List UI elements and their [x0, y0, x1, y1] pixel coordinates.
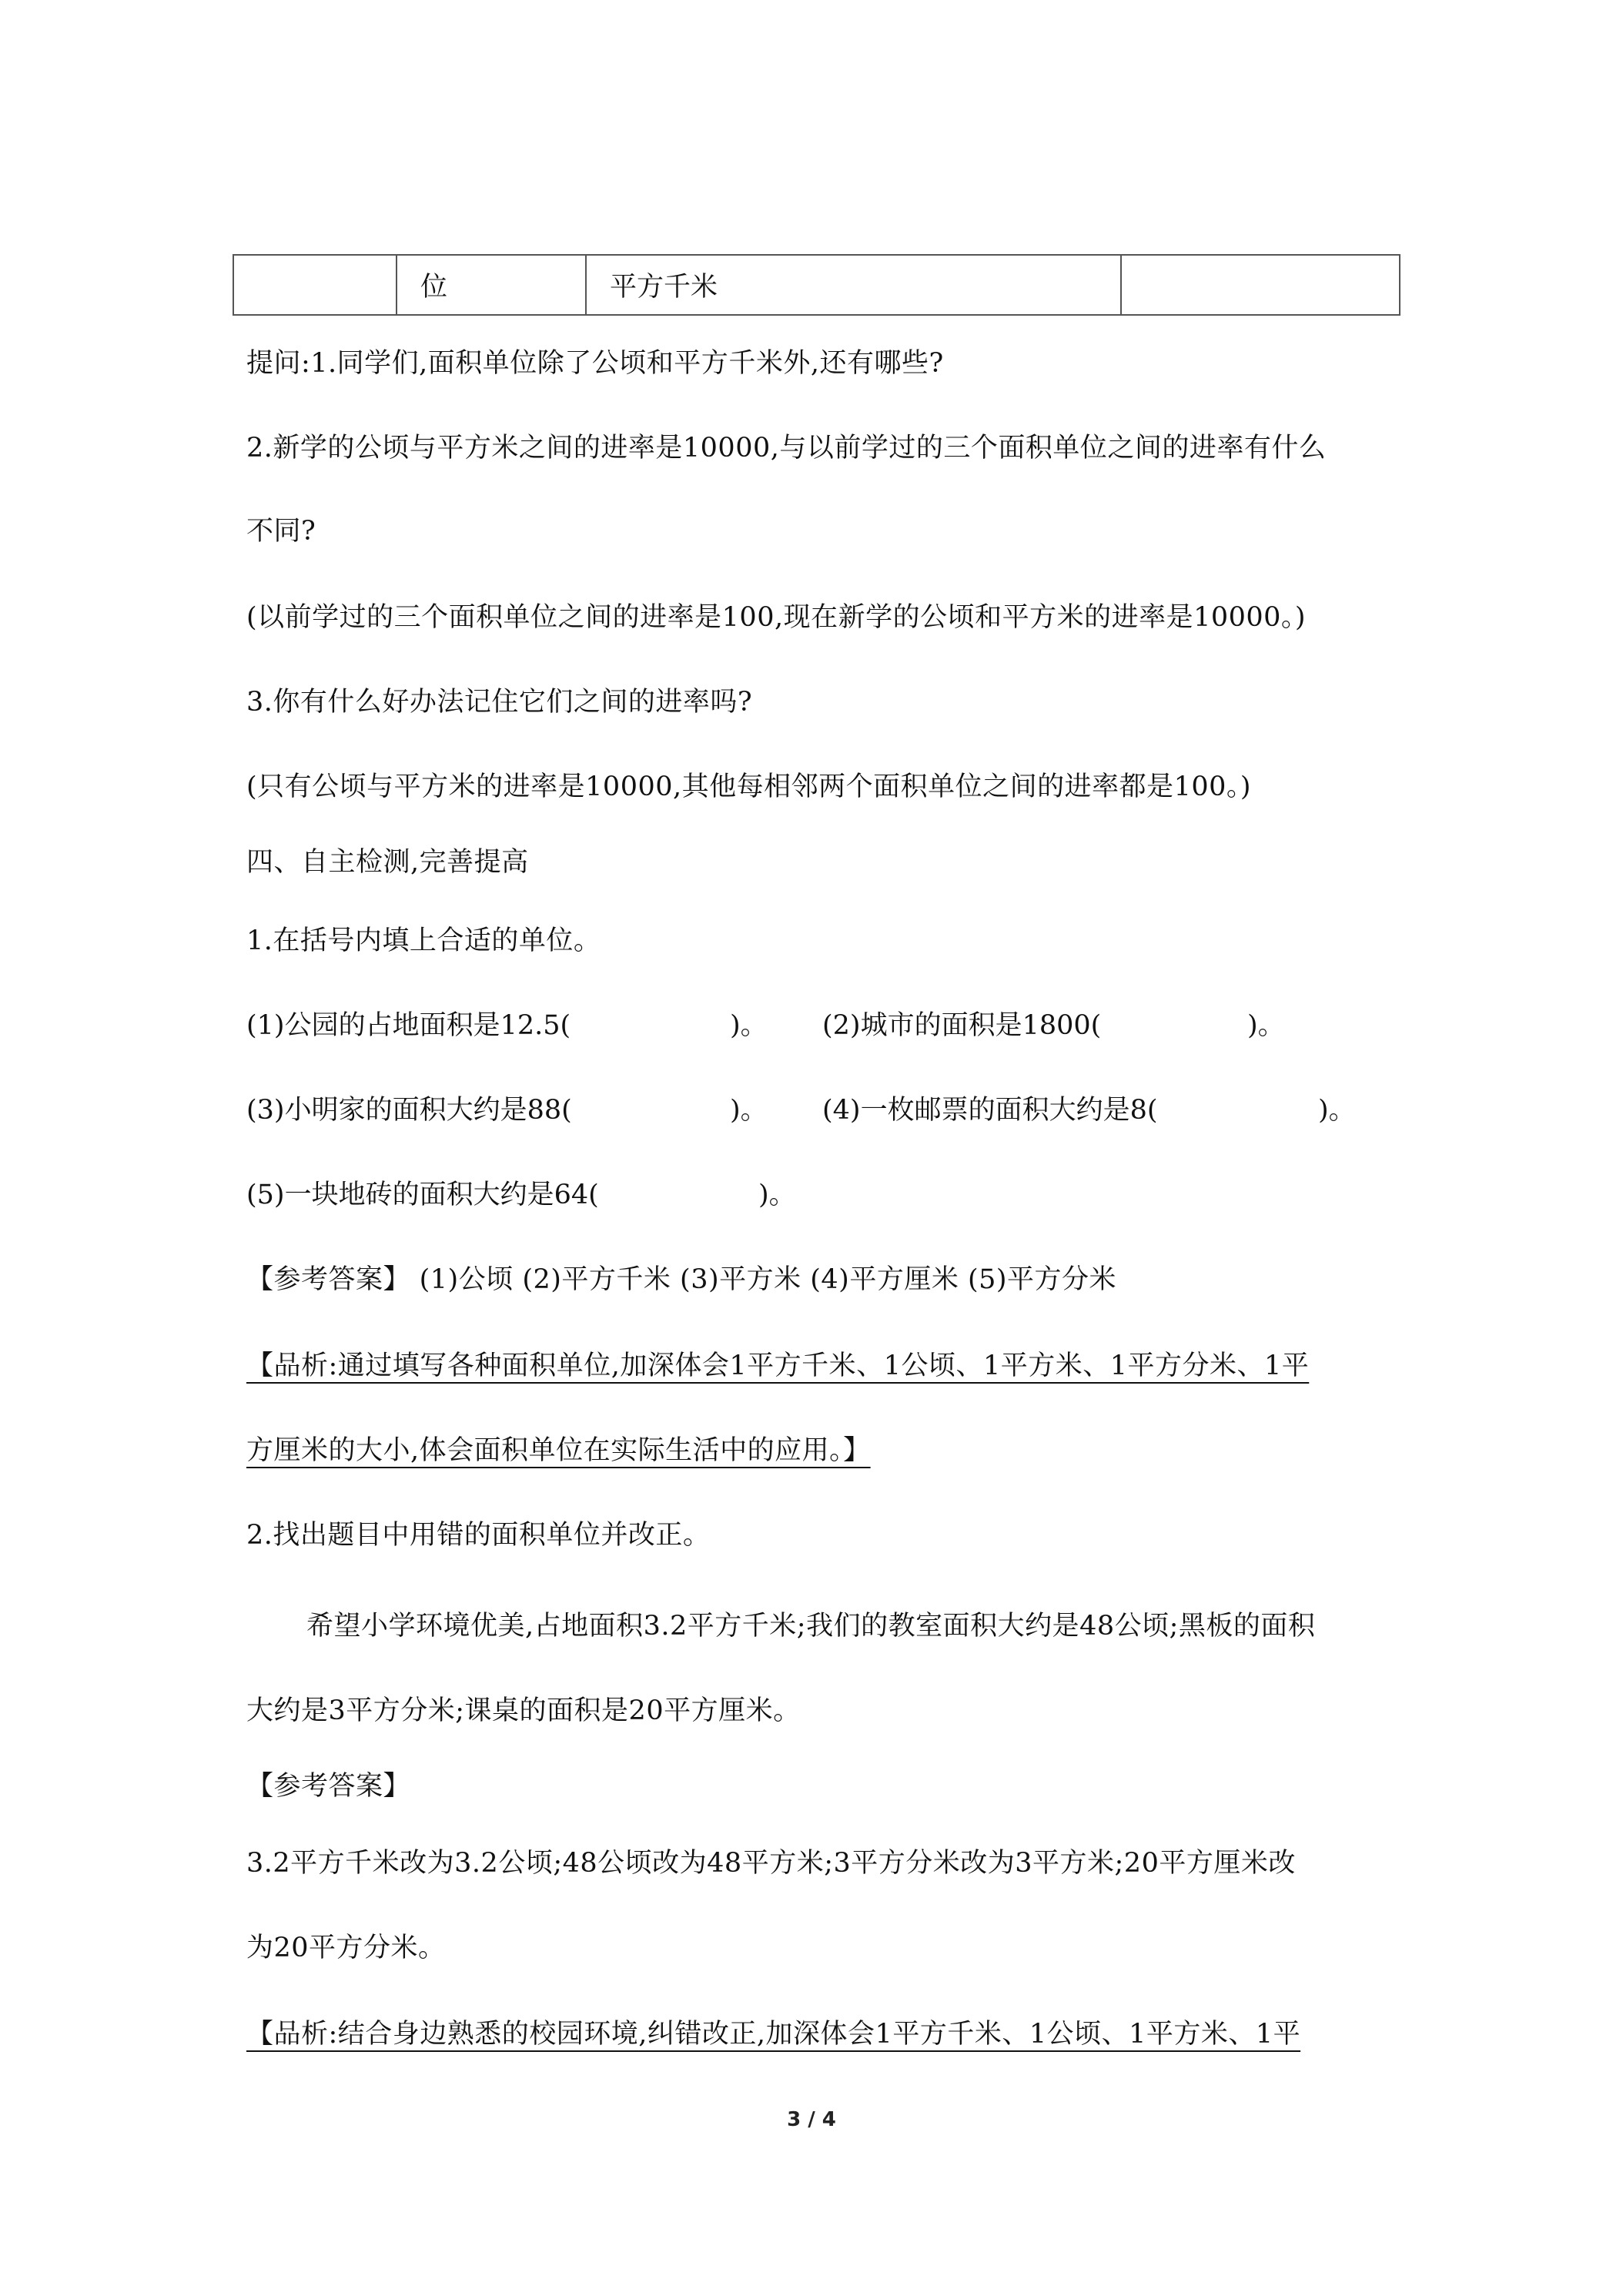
table-cell: 平方千米: [586, 255, 1121, 315]
question-text: 2.新学的公顷与平方米之间的进率是10000,与以前学过的三个面积单位之间的进率有什么: [246, 433, 1327, 464]
question-text: 大约是3平方分米;课桌的面积是20平方厘米。: [246, 1695, 801, 1726]
question-text: 希望小学环境优美,占地面积3.2平方千米;我们的教室面积大约是48公顷;黑板的面积: [306, 1611, 1316, 1642]
analysis-text: 【品析:结合身边熟悉的校园环境,纠错改正,加深体会1平方千米、1公顷、1平方米、1平: [246, 2019, 1301, 2050]
table-cell: [1121, 255, 1400, 315]
fill-question: (4)一枚邮票的面积大约是8(: [822, 1095, 1158, 1126]
table-cell: 位: [397, 255, 586, 315]
fill-question-end: )。: [1247, 1010, 1285, 1041]
fill-question: (1)公园的占地面积是12.5(: [246, 1010, 571, 1041]
answer-text: 3.2平方千米改为3.2公顷;48公顷改为48平方米;3平方分米改为3平方米;20平方厘米改: [246, 1848, 1296, 1879]
fill-question-end: )。: [1318, 1095, 1356, 1126]
answer-text: 为20平方分米。: [246, 1933, 446, 1963]
question-text: 3.你有什么好办法记住它们之间的进率吗?: [246, 687, 753, 718]
section-heading: 四、自主检测,完善提高: [246, 847, 529, 878]
fill-question-end: )。: [758, 1180, 796, 1210]
analysis-text: 方厘米的大小,体会面积单位在实际生活中的应用。】: [246, 1435, 871, 1466]
table-cell: [233, 255, 397, 315]
analysis-text: 【品析:通过填写各种面积单位,加深体会1平方千米、1公顷、1平方米、1平方分米、1平: [246, 1350, 1310, 1381]
fill-question: (2)城市的面积是1800(: [822, 1010, 1102, 1041]
question-text: 不同?: [246, 516, 316, 547]
fill-question: (5)一块地砖的面积大约是64(: [246, 1180, 599, 1210]
answer-text: (只有公顷与平方米的进率是10000,其他每相邻两个面积单位之间的进率都是100。): [246, 771, 1252, 802]
answer-line: 【参考答案】 (1)公顷 (2)平方千米 (3)平方米 (4)平方厘米 (5)平方分米: [246, 1264, 1117, 1295]
fill-question-end: )。: [730, 1010, 768, 1041]
answer-label: 【参考答案】: [246, 1771, 411, 1802]
question-title: 2.找出题目中用错的面积单位并改正。: [246, 1520, 711, 1551]
question-text: 1.在括号内填上合适的单位。: [246, 925, 601, 956]
answer-text: (以前学过的三个面积单位之间的进率是100,现在新学的公顷和平方米的进率是10000。): [246, 602, 1307, 633]
table-row: [233, 255, 1400, 315]
unit-table: [233, 254, 1400, 316]
fill-question: (3)小明家的面积大约是88(: [246, 1095, 572, 1126]
page-number: 3 / 4: [787, 2108, 836, 2131]
fill-question-end: )。: [730, 1095, 768, 1126]
question-text: 提问:1.同学们,面积单位除了公顷和平方千米外,还有哪些?: [246, 348, 944, 379]
